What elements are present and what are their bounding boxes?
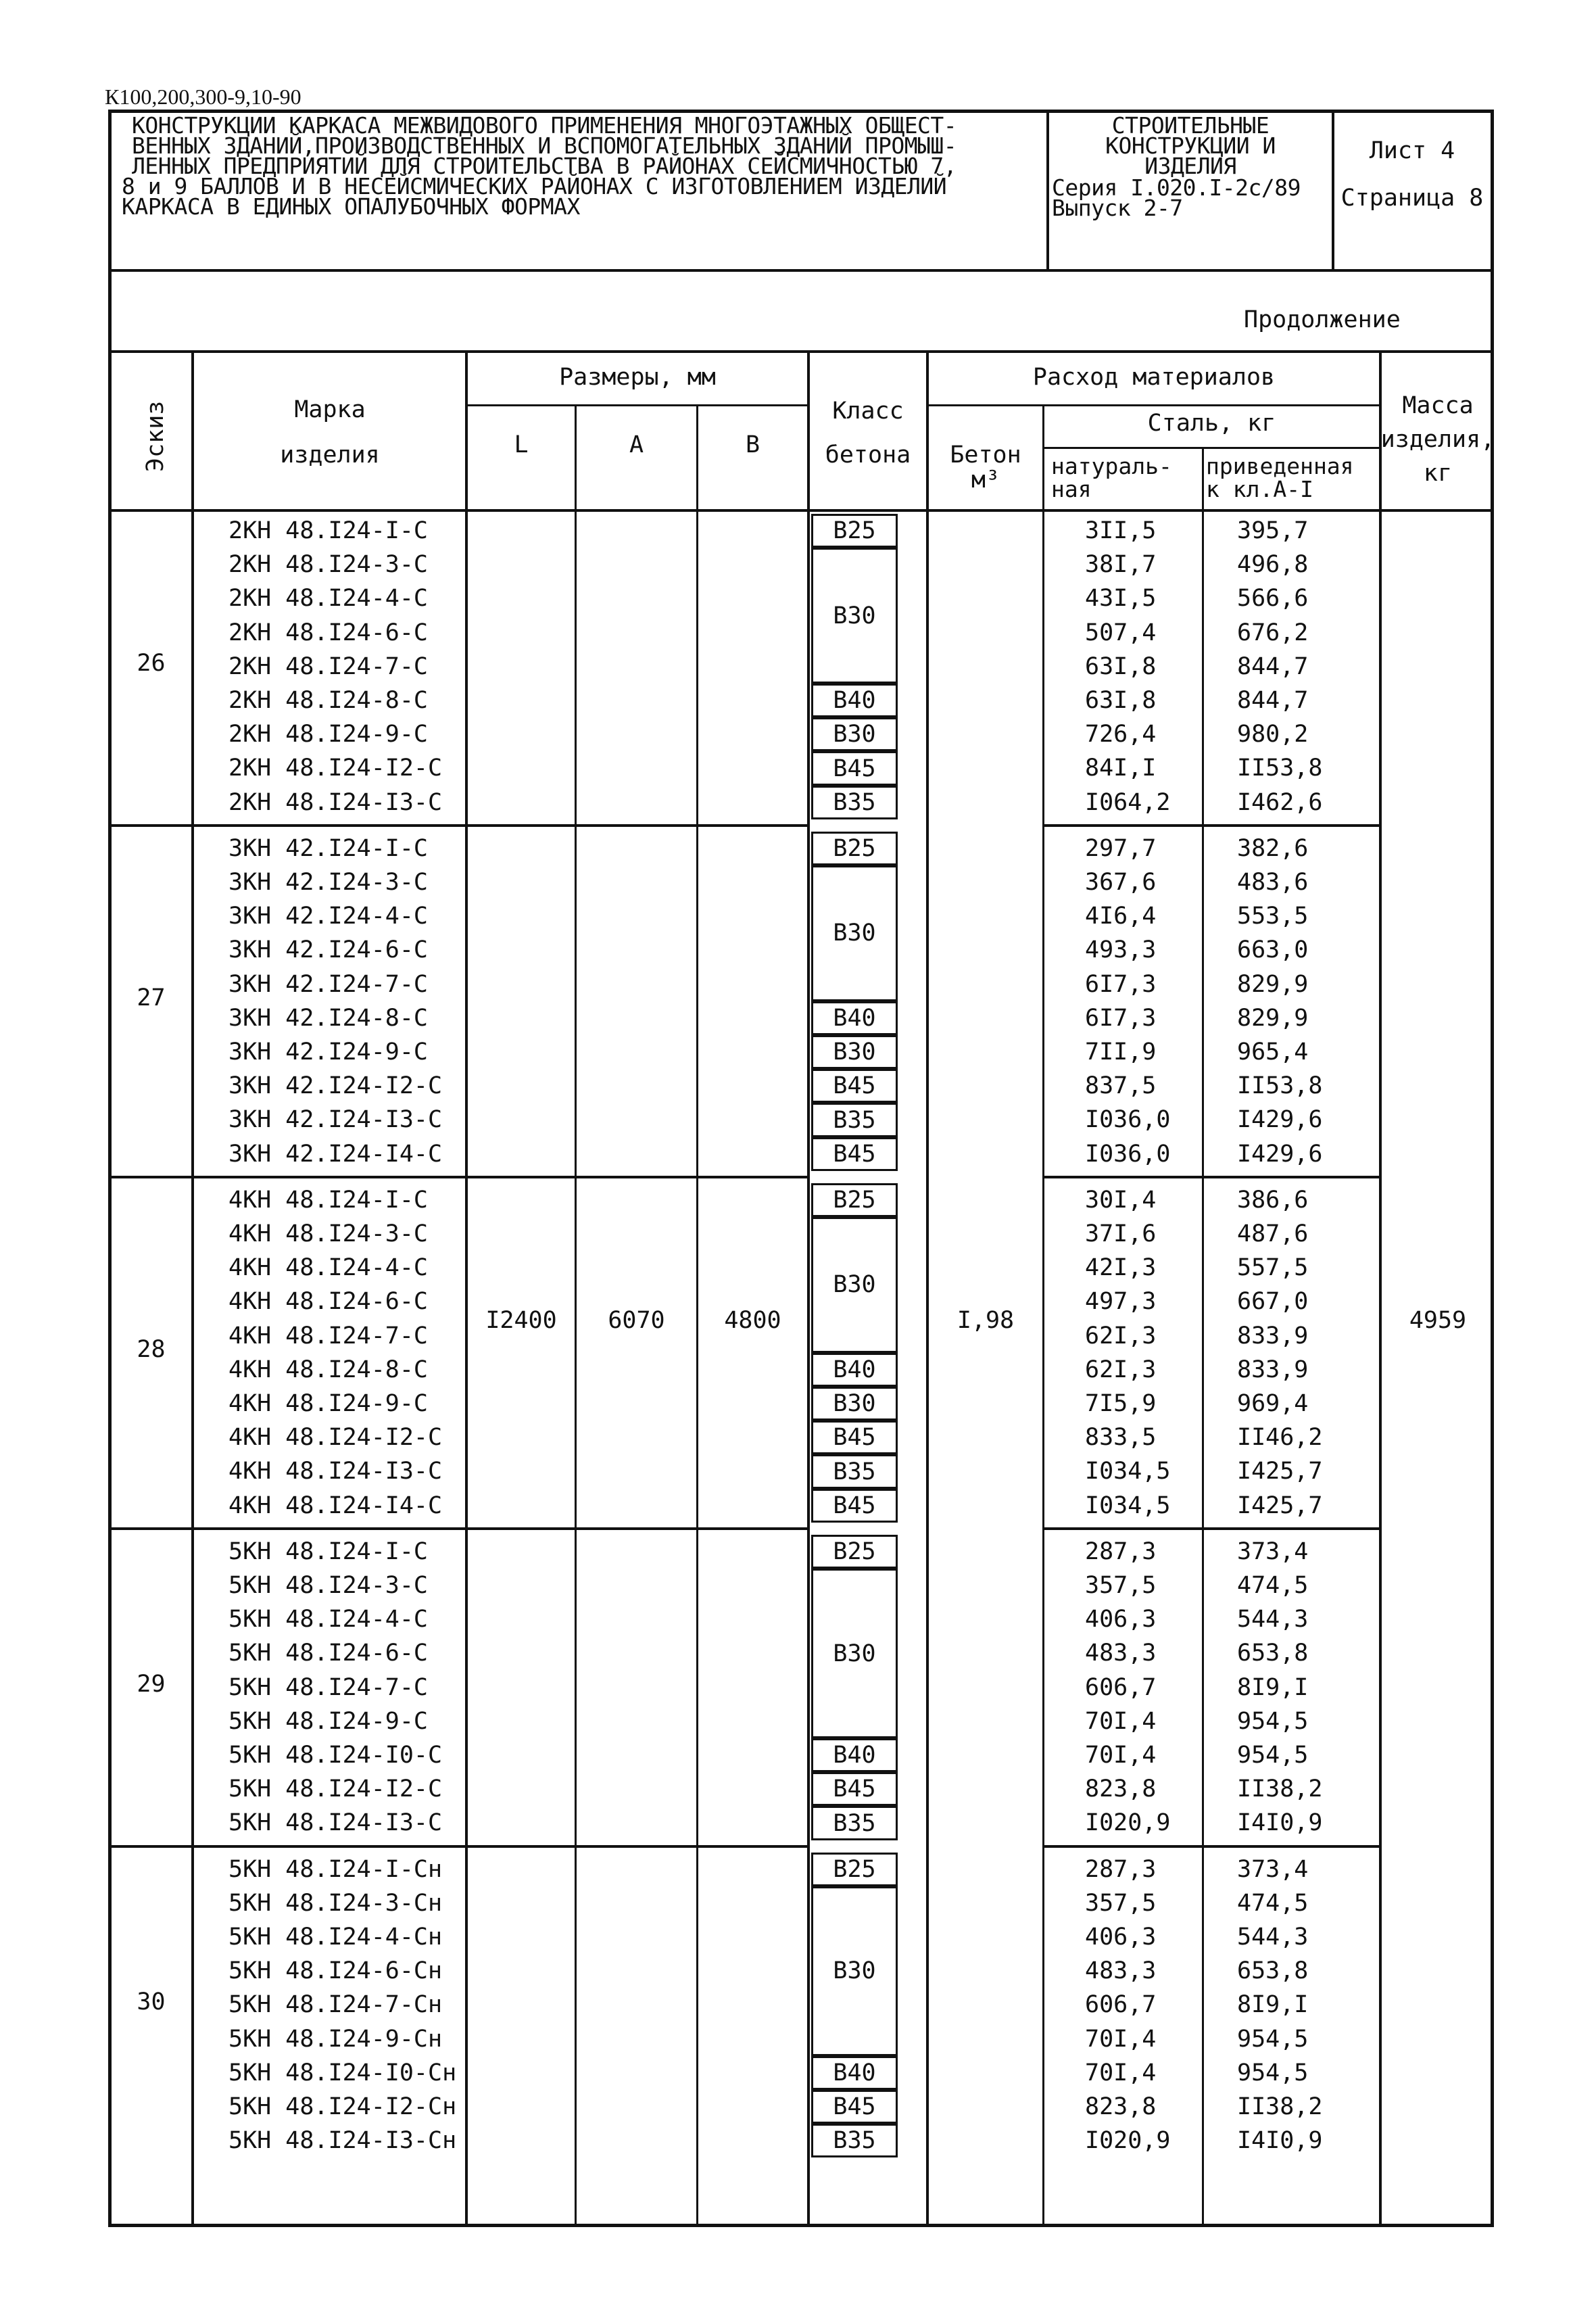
sketch-number: 26 <box>137 649 166 677</box>
table-row-mark: 5КН 48.I24-I3-Сн <box>228 2127 457 2155</box>
table-row-steel-reduced: II38,2 <box>1237 1775 1323 1803</box>
table-row-mark: 4КН 48.I24-3-С <box>228 1220 429 1247</box>
header-mass-line1: Масса <box>1402 392 1474 419</box>
table-row-steel-natural: 837,5 <box>1085 1072 1157 1100</box>
table-row-steel-natural: 38I,7 <box>1085 551 1157 579</box>
table-row-steel-reduced: 653,8 <box>1237 1957 1309 1985</box>
table-row-steel-reduced: 676,2 <box>1237 619 1309 646</box>
table-row-steel-natural: 483,3 <box>1085 1957 1157 1985</box>
table-row-mark: 3КН 42.I24-7-С <box>228 970 429 998</box>
table-row-steel-natural: 406,3 <box>1085 1606 1157 1633</box>
concrete-class-label: B45 <box>833 1072 876 1100</box>
table-row-steel-reduced: 557,5 <box>1237 1254 1309 1282</box>
table-row-steel-natural: 43I,5 <box>1085 585 1157 613</box>
table-row-mark: 5КН 48.I24-7-Сн <box>228 1991 443 2019</box>
table-row-steel-reduced: 954,5 <box>1237 1742 1309 1769</box>
table-row-mark: 4КН 48.I24-7-С <box>228 1322 429 1350</box>
table-row-steel-natural: 833,5 <box>1085 1424 1157 1452</box>
table-row-steel-reduced: 969,4 <box>1237 1390 1309 1417</box>
table-row-mark: 3КН 42.I24-6-С <box>228 936 429 964</box>
table-row-steel-reduced: 829,9 <box>1237 970 1309 998</box>
table-row-steel-reduced: I4I0,9 <box>1237 2127 1323 2155</box>
header-mass-line2: изделия, <box>1380 426 1495 453</box>
table-row-mark: 4КН 48.I24-8-С <box>228 1356 429 1383</box>
title-line-3: ЛЕННЫХ ПРЕДПРИЯТИЙ ДЛЯ СТРОИТЕЛЬСТВА В РАЙОНАХ СЕЙСМИЧНОСТЬЮ 7, <box>132 153 957 179</box>
table-row-mark: 4КН 48.I24-I3-С <box>228 1458 443 1485</box>
header-class-line1: Класс <box>832 398 904 425</box>
concrete-class-label: B40 <box>833 687 876 715</box>
table-row-steel-natural: 63I,8 <box>1085 687 1157 714</box>
header-sizes: Размеры, мм <box>559 364 716 391</box>
table-row-steel-reduced: 954,5 <box>1237 2025 1309 2053</box>
table-row-steel-natural: 63I,8 <box>1085 652 1157 680</box>
group-separator <box>108 1845 807 1848</box>
table-row-steel-natural: 4I6,4 <box>1085 903 1157 930</box>
concrete-class-label: B35 <box>833 788 876 816</box>
header-natural-line1: натураль- <box>1051 453 1172 479</box>
concrete-class-label: B25 <box>833 834 876 862</box>
table-row-mark: 2КН 48.I24-9-С <box>228 721 429 748</box>
shared-size-a: 6070 <box>608 1307 665 1334</box>
table-row-mark: 3КН 42.I24-I4-С <box>228 1140 443 1168</box>
concrete-class-label: B35 <box>833 1106 876 1134</box>
table-row-steel-reduced: 980,2 <box>1237 721 1309 748</box>
concrete-class-label: B30 <box>833 1640 876 1667</box>
table-row-steel-reduced: 386,6 <box>1237 1186 1309 1214</box>
table-row-mark: 3КН 42.I24-4-С <box>228 903 429 930</box>
table-row-steel-reduced: 667,0 <box>1237 1288 1309 1316</box>
table-row-steel-natural: 6I7,3 <box>1085 970 1157 998</box>
concrete-class-label: B35 <box>833 1458 876 1485</box>
header-reduced-line2: к кл.А-I <box>1206 476 1313 502</box>
header-steel: Сталь, кг <box>1147 410 1276 437</box>
table-row-steel-reduced: 474,5 <box>1237 1889 1309 1917</box>
table-row-steel-reduced: I4I0,9 <box>1237 1809 1323 1837</box>
table-row-steel-reduced: 553,5 <box>1237 903 1309 930</box>
concrete-class-label: B30 <box>833 1957 876 1985</box>
table-row-steel-natural: 30I,4 <box>1085 1186 1157 1214</box>
table-row-mark: 5КН 48.I24-I2-Сн <box>228 2093 457 2120</box>
table-row-steel-reduced: 833,9 <box>1237 1322 1309 1350</box>
table-row-steel-reduced: II53,8 <box>1237 1072 1323 1100</box>
concrete-class-label: B25 <box>833 1537 876 1565</box>
table-row-mark: 2КН 48.I24-7-С <box>228 652 429 680</box>
table-row-steel-reduced: 954,5 <box>1237 2059 1309 2086</box>
table-row-mark: 3КН 42.I24-I3-С <box>228 1106 443 1134</box>
header-size-a: А <box>629 431 644 458</box>
concrete-class-label: B45 <box>833 755 876 782</box>
table-row-mark: 3КН 42.I24-8-С <box>228 1004 429 1032</box>
table-row-mark: 3КН 42.I24-I2-С <box>228 1072 443 1100</box>
concrete-class-label: B30 <box>833 1271 876 1299</box>
concrete-class-label: B45 <box>833 1491 876 1519</box>
table-row-mark: 5КН 48.I24-I0-Сн <box>228 2059 457 2086</box>
concrete-class-label: B30 <box>833 1039 876 1066</box>
header-mass-line3: кг <box>1423 460 1453 487</box>
table-row-steel-reduced: 954,5 <box>1237 1707 1309 1735</box>
table-row-steel-natural: I020,9 <box>1085 2127 1171 2155</box>
table-row-steel-natural: I064,2 <box>1085 788 1171 816</box>
concrete-class-label: B25 <box>833 517 876 545</box>
concrete-class-label: B35 <box>833 2127 876 2155</box>
table-row-steel-reduced: I429,6 <box>1237 1106 1323 1134</box>
table-row-steel-natural: 70I,4 <box>1085 2025 1157 2053</box>
table-row-mark: 5КН 48.I24-4-Сн <box>228 1924 443 1951</box>
table-row-mark: 5КН 48.I24-I0-С <box>228 1742 443 1769</box>
continuation-label: Продолжение <box>1244 306 1401 333</box>
group-separator <box>108 824 807 827</box>
table-row-steel-natural: I036,0 <box>1085 1106 1171 1134</box>
table-row-steel-natural: 70I,4 <box>1085 1707 1157 1735</box>
group-separator <box>1042 1527 1379 1530</box>
header-size-l: L <box>514 431 529 458</box>
table-row-steel-reduced: II53,8 <box>1237 755 1323 782</box>
table-row-steel-reduced: 663,0 <box>1237 936 1309 964</box>
table-row-steel-natural: 7I5,9 <box>1085 1390 1157 1417</box>
group-separator <box>108 1527 807 1530</box>
table-row-steel-natural: 357,5 <box>1085 1572 1157 1599</box>
shared-mass: 4959 <box>1409 1307 1467 1334</box>
table-row-steel-natural: 726,4 <box>1085 721 1157 748</box>
category-line-1: СТРОИТЕЛЬНЫЕ <box>1111 112 1269 139</box>
table-row-steel-natural: 483,3 <box>1085 1640 1157 1667</box>
table-row-steel-reduced: 566,6 <box>1237 585 1309 613</box>
header-class-line2: бетона <box>825 441 911 469</box>
table-row-mark: 2КН 48.I24-8-С <box>228 687 429 714</box>
concrete-class-label: B45 <box>833 1424 876 1452</box>
table-row-steel-natural: 62I,3 <box>1085 1356 1157 1383</box>
table-row-steel-reduced: 653,8 <box>1237 1640 1309 1667</box>
document-code: К100,200,300-9,10-90 <box>105 85 301 109</box>
table-row-mark: 5КН 48.I24-I3-С <box>228 1809 443 1837</box>
header-mark-line1: Марка <box>294 396 366 423</box>
shared-size-b: 4800 <box>724 1307 781 1334</box>
table-row-steel-reduced: 373,4 <box>1237 1537 1309 1565</box>
table-row-mark: 2КН 48.I24-6-С <box>228 619 429 646</box>
table-row-steel-reduced: 382,6 <box>1237 834 1309 862</box>
table-row-steel-natural: 823,8 <box>1085 2093 1157 2120</box>
table-row-steel-natural: 84I,I <box>1085 755 1157 782</box>
table-row-mark: 5КН 48.I24-6-С <box>228 1640 429 1667</box>
sheet-label: Лист 4 <box>1369 137 1455 164</box>
table-row-steel-natural: 70I,4 <box>1085 2059 1157 2086</box>
group-separator <box>108 1176 807 1178</box>
table-row-steel-natural: 367,6 <box>1085 869 1157 896</box>
table-row-steel-reduced: 373,4 <box>1237 1855 1309 1883</box>
header-mark-line2: изделия <box>280 441 380 469</box>
table-row-steel-natural: I020,9 <box>1085 1809 1171 1837</box>
table-row-steel-natural: 406,3 <box>1085 1924 1157 1951</box>
header-reduced-line1: приведенная <box>1206 453 1354 479</box>
table-row-steel-natural: I036,0 <box>1085 1140 1171 1168</box>
table-row-steel-reduced: 395,7 <box>1237 517 1309 544</box>
table-row-mark: 5КН 48.I24-9-С <box>228 1707 429 1735</box>
issue-label: Выпуск 2-7 <box>1052 195 1183 221</box>
table-row-steel-natural: 62I,3 <box>1085 1322 1157 1350</box>
table-row-mark: 3КН 42.I24-9-С <box>228 1039 429 1066</box>
sketch-number: 29 <box>137 1670 166 1698</box>
table-row-mark: 3КН 42.I24-I-С <box>228 834 429 862</box>
table-row-steel-natural: 6I7,3 <box>1085 1004 1157 1032</box>
table-row-steel-natural: I034,5 <box>1085 1491 1171 1519</box>
table-row-steel-reduced: I425,7 <box>1237 1491 1323 1519</box>
table-row-steel-reduced: 487,6 <box>1237 1220 1309 1247</box>
group-separator <box>1042 1176 1379 1178</box>
table-row-mark: 5КН 48.I24-9-Сн <box>228 2025 443 2053</box>
table-row-steel-reduced: I425,7 <box>1237 1458 1323 1485</box>
table-row-mark: 2КН 48.I24-4-С <box>228 585 429 613</box>
table-row-mark: 5КН 48.I24-3-Сн <box>228 1889 443 1917</box>
concrete-class-label: B45 <box>833 1140 876 1168</box>
table-row-steel-natural: 297,7 <box>1085 834 1157 862</box>
header-sketch: Эскиз <box>142 400 169 472</box>
concrete-class-label: B45 <box>833 1775 876 1803</box>
table-row-steel-natural: 493,3 <box>1085 936 1157 964</box>
header-concrete-line2: м³ <box>971 467 1000 494</box>
table-row-steel-natural: 507,4 <box>1085 619 1157 646</box>
table-row-steel-reduced: 844,7 <box>1237 652 1309 680</box>
table-row-mark: 4КН 48.I24-9-С <box>228 1390 429 1417</box>
table-row-steel-reduced: I429,6 <box>1237 1140 1323 1168</box>
category-line-2: КОНСТРУКЦИИ И <box>1105 133 1276 159</box>
title-line-2: ВЕННЫХ ЗДАНИЙ,ПРОИЗВОДСТВЕННЫХ И ВСПОМОГАТЕЛЬНЫХ ЗДАНИЙ ПРОМЫШ- <box>132 133 957 159</box>
table-row-steel-natural: 606,7 <box>1085 1991 1157 2019</box>
shared-size-l: I2400 <box>485 1307 557 1334</box>
table-row-steel-natural: 287,3 <box>1085 1855 1157 1883</box>
table-row-steel-reduced: II46,2 <box>1237 1424 1323 1452</box>
concrete-class-label: B25 <box>833 1186 876 1214</box>
table-row-steel-reduced: 8I9,I <box>1237 1673 1309 1701</box>
table-row-mark: 4КН 48.I24-6-С <box>228 1288 429 1316</box>
header-natural-line2: ная <box>1051 476 1092 502</box>
table-row-steel-natural: 606,7 <box>1085 1673 1157 1701</box>
table-row-steel-reduced: 483,6 <box>1237 869 1309 896</box>
table-row-mark: 2КН 48.I24-I3-С <box>228 788 443 816</box>
series-label: Серия I.020.I-2с/89 <box>1052 174 1301 201</box>
category-line-3: ИЗДЕЛИЯ <box>1144 153 1236 179</box>
table-row-steel-reduced: 833,9 <box>1237 1356 1309 1383</box>
header-size-b: В <box>745 431 760 458</box>
sketch-number: 28 <box>137 1335 166 1363</box>
table-row-mark: 5КН 48.I24-I2-С <box>228 1775 443 1803</box>
table-row-steel-reduced: I462,6 <box>1237 788 1323 816</box>
table-row-mark: 4КН 48.I24-I2-С <box>228 1424 443 1452</box>
table-row-steel-natural: I034,5 <box>1085 1458 1171 1485</box>
shared-concrete: I,98 <box>957 1307 1015 1334</box>
table-row-mark: 3КН 42.I24-3-С <box>228 869 429 896</box>
table-row-steel-reduced: II38,2 <box>1237 2093 1323 2120</box>
table-row-steel-reduced: 474,5 <box>1237 1572 1309 1599</box>
concrete-class-label: B40 <box>833 2059 876 2086</box>
concrete-class-label: B40 <box>833 1356 876 1383</box>
table-row-mark: 4КН 48.I24-I4-С <box>228 1491 443 1519</box>
table-row-steel-natural: 823,8 <box>1085 1775 1157 1803</box>
sketch-number: 27 <box>137 984 166 1011</box>
table-row-mark: 4КН 48.I24-I-С <box>228 1186 429 1214</box>
concrete-class-label: B45 <box>833 2093 876 2121</box>
header-materials: Расход материалов <box>1032 364 1276 391</box>
table-row-steel-natural: 497,3 <box>1085 1288 1157 1316</box>
concrete-class-label: B30 <box>833 1390 876 1418</box>
group-separator <box>1042 824 1379 827</box>
concrete-class-label: B25 <box>833 1855 876 1883</box>
concrete-class-label: B35 <box>833 1809 876 1837</box>
table-row-mark: 5КН 48.I24-I-С <box>228 1537 429 1565</box>
table-row-mark: 4КН 48.I24-4-С <box>228 1254 429 1282</box>
table-row-steel-reduced: 544,3 <box>1237 1924 1309 1951</box>
page-label: Страница 8 <box>1340 185 1484 212</box>
table-row-steel-reduced: 829,9 <box>1237 1004 1309 1032</box>
table-row-steel-reduced: 844,7 <box>1237 687 1309 714</box>
concrete-class-label: B40 <box>833 1742 876 1769</box>
table-row-steel-reduced: 496,8 <box>1237 551 1309 579</box>
sketch-number: 30 <box>137 1988 166 2015</box>
table-row-steel-natural: 3II,5 <box>1085 517 1157 544</box>
table-row-mark: 5КН 48.I24-3-С <box>228 1572 429 1599</box>
table-row-mark: 2КН 48.I24-3-С <box>228 551 429 579</box>
header-concrete-line1: Бетон <box>950 441 1021 469</box>
table-row-steel-natural: 42I,3 <box>1085 1254 1157 1282</box>
table-row-steel-natural: 70I,4 <box>1085 1742 1157 1769</box>
table-row-steel-reduced: 965,4 <box>1237 1039 1309 1066</box>
group-separator <box>1042 1845 1379 1848</box>
title-line-4: 8 и 9 БАЛЛОВ И В НЕСЕЙСМИЧЕСКИХ РАЙОНАХ С ИЗГОТОВЛЕНИЕМ ИЗДЕЛИЙ <box>122 173 947 199</box>
concrete-class-label: B40 <box>833 1004 876 1032</box>
table-row-mark: 5КН 48.I24-7-С <box>228 1673 429 1701</box>
table-row-steel-natural: 357,5 <box>1085 1889 1157 1917</box>
table-row-mark: 2КН 48.I24-I-С <box>228 517 429 544</box>
table-row-steel-reduced: 8I9,I <box>1237 1991 1309 2019</box>
concrete-class-label: B30 <box>833 920 876 947</box>
table-row-mark: 2КН 48.I24-I2-С <box>228 755 443 782</box>
concrete-class-label: B30 <box>833 721 876 748</box>
title-line-5: КАРКАСА В ЕДИНЫХ ОПАЛУБОЧНЫХ ФОРМАХ <box>122 193 580 220</box>
table-row-steel-natural: 7II,9 <box>1085 1039 1157 1066</box>
table-row-mark: 5КН 48.I24-6-Сн <box>228 1957 443 1985</box>
table-row-mark: 5КН 48.I24-4-С <box>228 1606 429 1633</box>
table-row-mark: 5КН 48.I24-I-Сн <box>228 1855 443 1883</box>
title-line-1: КОНСТРУКЦИИ КАРКАСА МЕЖВИДОВОГО ПРИМЕНЕНИЯ МНОГОЭТАЖНЫХ ОБЩЕСТ- <box>132 112 957 139</box>
table-row-steel-reduced: 544,3 <box>1237 1606 1309 1633</box>
table-row-steel-natural: 37I,6 <box>1085 1220 1157 1247</box>
table-row-steel-natural: 287,3 <box>1085 1537 1157 1565</box>
concrete-class-label: B30 <box>833 602 876 629</box>
